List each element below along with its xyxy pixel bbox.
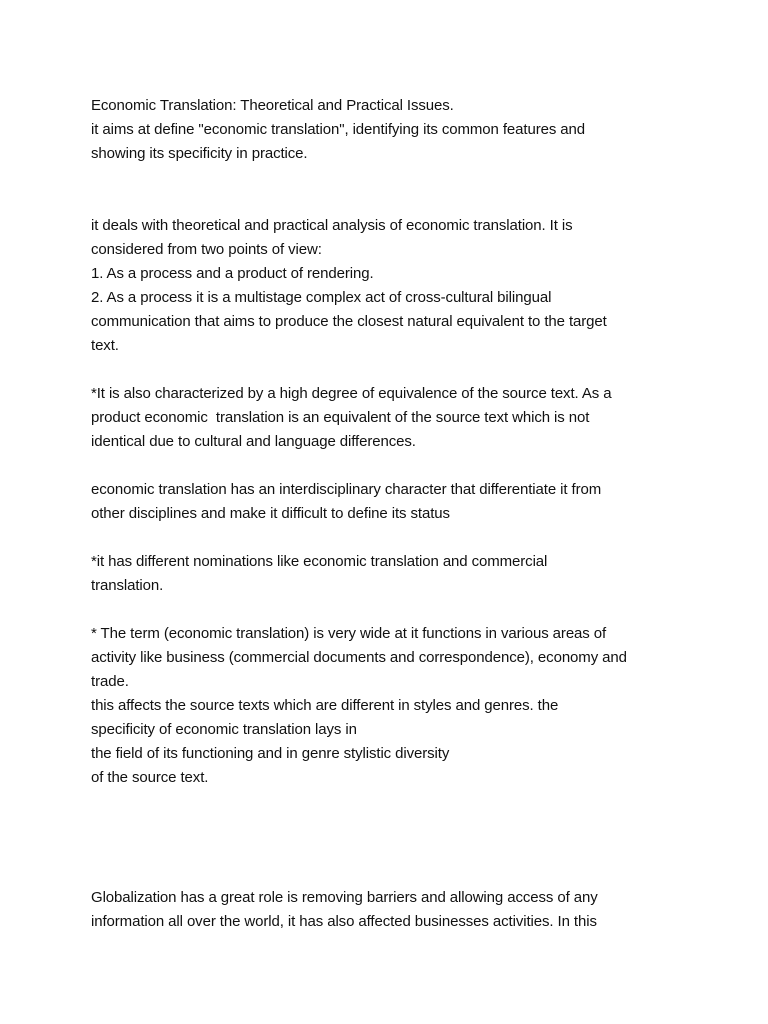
text-line: *It is also characterized by a high degree of equivalence of the source text. As a (91, 385, 612, 402)
text-line: it aims at define "economic translation", identifying its common features and (91, 121, 586, 138)
text-line: Globalization has a great role is removing barriers and allowing access of any (91, 889, 598, 906)
list-item: 1. As a process and a product of rendering. (91, 265, 374, 282)
text-line: other disciplines and make it difficult to define its status (91, 505, 450, 522)
text-line: it deals with theoretical and practical analysis of economic translation. It is (91, 217, 573, 234)
text-line: text. (91, 337, 119, 354)
text-line: the field of its functioning and in genre stylistic diversity (91, 745, 450, 762)
text-line: identical due to cultural and language differences. (91, 433, 416, 450)
paragraph-term (91, 622, 711, 790)
text-line: of the source text. (91, 769, 209, 786)
paragraph-equivalence (91, 382, 711, 454)
text-line: trade. (91, 673, 129, 690)
paragraph-analysis (91, 214, 711, 358)
text-line: * The term (economic translation) is very wide at it functions in various areas of (91, 625, 607, 642)
text-line: *it has different nominations like economic translation and commercial (91, 553, 548, 570)
text-line: communication that aims to produce the closest natural equivalent to the target (91, 313, 607, 330)
paragraph-nominations (91, 550, 711, 598)
text-line: information all over the world, it has also affected businesses activities. In this (91, 913, 597, 930)
text-line: translation. (91, 577, 164, 594)
document-title: Economic Translation: Theoretical and Practical Issues. (91, 97, 454, 114)
text-line: this affects the source texts which are different in styles and genres. the (91, 697, 559, 714)
text-line: economic translation has an interdisciplinary character that differentiate it from (91, 481, 602, 498)
document-page (91, 94, 711, 934)
text-line: considered from two points of view: (91, 241, 322, 258)
paragraph-globalization (91, 886, 711, 934)
document-header (91, 94, 711, 166)
text-line: product economic translation is an equivalent of the source text which is not (91, 409, 590, 426)
text-line: specificity of economic translation lays in (91, 721, 357, 738)
paragraph-interdisciplinary (91, 478, 711, 526)
text-line: activity like business (commercial documents and correspondence), economy and (91, 649, 627, 666)
list-item: 2. As a process it is a multistage complex act of cross-cultural bilingual (91, 289, 552, 306)
text-line: showing its specificity in practice. (91, 145, 308, 162)
